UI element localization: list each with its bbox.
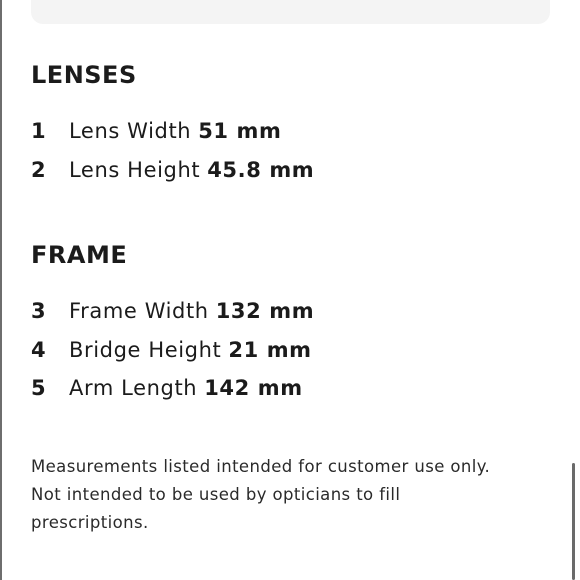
disclaimer-line: prescriptions.	[31, 513, 149, 532]
measurement-value: 45.8 mm	[207, 158, 315, 182]
measurement-label: Bridge Height	[69, 338, 222, 362]
section-title-frame: FRAME	[31, 241, 128, 269]
measurement-number: 2	[31, 158, 47, 182]
disclaimer-line: Measurements listed intended for customer use only.	[31, 457, 491, 476]
measurement-label: Lens Width	[69, 119, 192, 143]
disclaimer-note	[31, 453, 551, 537]
measurement-value: 132 mm	[215, 299, 315, 323]
measurement-value: 51 mm	[198, 119, 282, 143]
measurement-value: 21 mm	[228, 338, 312, 362]
measurement-row-lens-width	[31, 117, 282, 145]
measurement-label: Arm Length	[69, 376, 198, 400]
measurement-label: Lens Height	[69, 158, 201, 182]
measurement-number: 4	[31, 338, 47, 362]
measurement-row-bridge-height	[31, 336, 312, 364]
measurement-row-arm-length	[31, 374, 303, 402]
measurement-number: 1	[31, 119, 47, 143]
left-border-line	[0, 0, 2, 580]
section-title-lenses: LENSES	[31, 61, 137, 89]
measurement-row-lens-height	[31, 156, 314, 184]
measurement-label: Frame Width	[69, 299, 209, 323]
measurement-row-frame-width	[31, 297, 314, 325]
measurement-value: 142 mm	[204, 376, 303, 400]
measurement-number: 5	[31, 376, 47, 400]
vertical-scrollbar[interactable]	[572, 463, 575, 580]
measurement-number: 3	[31, 299, 47, 323]
previous-section-card	[31, 0, 550, 24]
disclaimer-line: Not intended to be used by opticians to fill	[31, 485, 401, 504]
